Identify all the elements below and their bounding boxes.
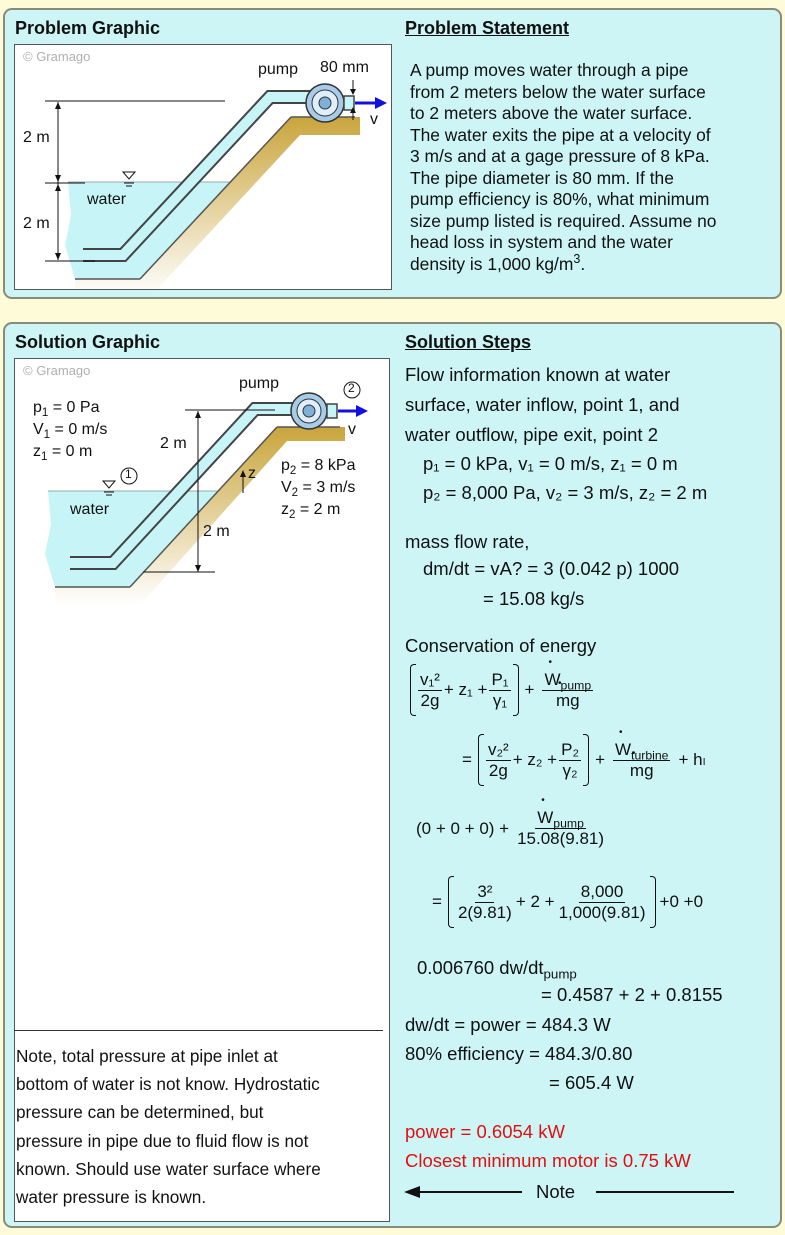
height-bottom-label: 2 m xyxy=(203,523,230,540)
statement-line: from 2 meters below the water surface xyxy=(410,81,706,102)
point2-label: 2 xyxy=(348,381,355,395)
water-label: water xyxy=(87,191,127,208)
statement-line: The water exits the pipe at a velocity of xyxy=(410,124,711,145)
statement-line: to 2 meters above the water surface. xyxy=(410,103,693,123)
watermark: © Gramago xyxy=(23,49,91,64)
inlet-conditions: $p_1 = 0$ Pa $V_1 = 0$ m/s $z_1 = 0$ m xyxy=(33,399,108,464)
power-line: dw/dt = power = 484.3 W xyxy=(405,1014,611,1035)
velocity-label: v xyxy=(370,111,378,128)
flow-line-1: Flow information known at water xyxy=(405,364,671,385)
statement-line: A pump moves water through a pipe xyxy=(410,60,689,80)
answer-power: power = 0.6054 kW xyxy=(405,1121,565,1142)
note-text: Note, total pressure at pipe inlet at bottom of water is not know. Hydrostatic pressure can be determined, but pressure in pipe due to fluid flow is not known. Should use water surface where water pressure is known. xyxy=(16,1046,321,1208)
problem-statement-heading: Problem Statement xyxy=(405,18,570,38)
point1-label: 1 xyxy=(125,467,132,481)
velocity-label: v xyxy=(348,421,356,438)
z-label: z xyxy=(248,465,256,482)
problem-graphic-heading: Problem Graphic xyxy=(15,18,161,38)
conservation-title: Conservation of energy xyxy=(405,635,597,656)
energy-equation-lhs: $\frac{\text{v₁²}}{2g}$ + z₁ + $\frac{\text{P₁}}{\text{γ₁}}$ + • $W_{pump}$ • mg xyxy=(410,664,595,716)
mass-flow-result: = 15.08 kg/s xyxy=(483,588,585,609)
mass-flow-equation: dm/dt = vA? = 3 (0.042 p) 1000 xyxy=(423,558,680,579)
statement-line: head loss in system and the water xyxy=(410,232,673,252)
work-line-2: = 0.4587 + 2 + 0.8155 xyxy=(541,984,723,1005)
solution-graphic-heading: Solution Graphic xyxy=(15,332,161,352)
watermark: © Gramago xyxy=(23,363,91,378)
height-top-label: 2 m xyxy=(160,435,187,452)
statement-line: The pipe diameter is 80 mm. If the xyxy=(410,167,674,188)
efficiency-line: 80% efficiency = 484.3/0.80 xyxy=(405,1043,633,1064)
condition-1: p₁ = 0 kPa, v₁ = 0 m/s, z₁ = 0 m xyxy=(423,453,678,474)
divider xyxy=(14,1030,383,1031)
problem-graphic xyxy=(14,44,392,290)
energy-substitution-1: (0 + 0 + 0) + • $\frac{W_{pump}}{15.08(9.81)}$ xyxy=(416,808,608,849)
mass-flow-title: mass flow rate, xyxy=(405,531,530,552)
diameter-label: 80 mm xyxy=(320,59,369,76)
note-arrow-label: Note xyxy=(536,1181,576,1202)
statement-line: 3 m/s and at a gage pressure of 8 kPa. xyxy=(410,146,710,166)
efficiency-result: = 605.4 W xyxy=(549,1072,634,1093)
problem-diagram xyxy=(15,45,392,290)
statement-line: size pump listed is required. Assume no xyxy=(410,210,717,231)
statement-line: pump efficiency is 80%, what minimum xyxy=(410,189,710,209)
answer-motor: Closest minimum motor is 0.75 kW xyxy=(405,1150,691,1171)
problem-panel xyxy=(3,8,782,299)
statement-line: density is 1,000 $kg/m^3$. xyxy=(410,251,586,274)
flow-line-3: water outflow, pipe exit, point 2 xyxy=(405,424,658,445)
energy-substitution-2: = $\frac{\text{3²}}{2(9.81)}$ + 2 + $\frac{8,000}{1,000(9.81)}$ +0 +0 xyxy=(432,876,703,928)
pump-label: pump xyxy=(239,375,280,392)
height-top-label: 2 m xyxy=(23,129,50,146)
solution-steps-heading: Solution Steps xyxy=(405,332,531,352)
problem-statement xyxy=(410,60,780,275)
pump-label: pump xyxy=(258,61,299,78)
condition-2: p₂ = 8,000 Pa, v₂ = 3 m/s, z₂ = 2 m xyxy=(423,482,708,503)
flow-line-2: surface, water inflow, point 1, and xyxy=(405,394,680,415)
outlet-conditions: $p_2 = 8$ kPa $V_2 = 3$ m/s $z_2 = 2$ m xyxy=(281,457,356,522)
work-line-1: 0.006760 $dw/dt_{pump}$ xyxy=(417,957,577,982)
energy-equation-rhs: = $\frac{\text{v₂²}}{2g}$ + z₂ + $\frac{\text{P₂}}{\text{γ₂}}$ + • $W_{turbine}$ • mg + hₗ xyxy=(462,734,705,786)
height-bottom-label: 2 m xyxy=(23,215,50,232)
water-label: water xyxy=(70,501,110,518)
